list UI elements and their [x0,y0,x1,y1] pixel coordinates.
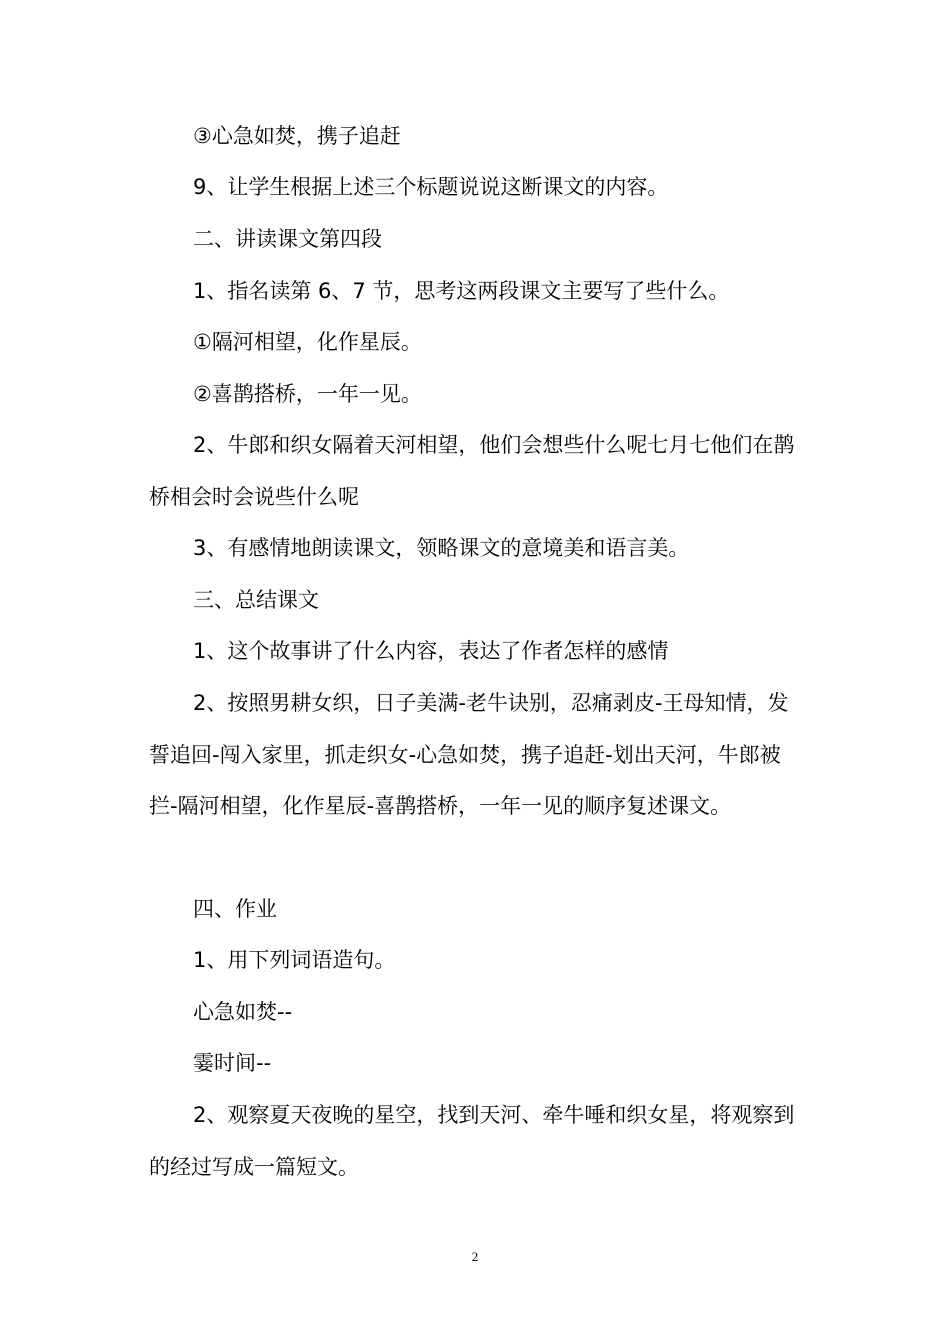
section-heading-3: 三、总结课文 [193,588,319,612]
paragraph-12: 霎时间-- [193,1051,272,1075]
section-heading-2: 二、讲读课文第四段 [193,227,382,251]
section-heading-4: 四、作业 [193,897,277,921]
paragraph-13: 2、观察夏天夜晚的星空，找到天河、牵牛唾和织女星，将观察到的经过写成一篇短文。 [149,1103,795,1179]
paragraph-5: ②喜鹊搭桥，一年一见。 [193,382,422,406]
paragraph-3: 1、指名读第 6、7 节，思考这两段课文主要写了些什么。 [193,279,730,303]
paragraph-7: 3、有感情地朗读课文，领略课文的意境美和语言美。 [193,536,690,560]
page-number: 2 [471,1249,479,1264]
paragraph-10: 1、用下列词语造句。 [193,948,396,972]
paragraph-1: ③心急如焚，携子追赶 [193,124,401,148]
paragraph-9: 2、按照男耕女织，日子美满-老牛诀别，忍痛剥皮-王母知情，发誓追回-闯入家里，抓走织女-心急如焚，携子追赶-划出天河，牛郎被拦-隔河相望，化作星辰-喜鹊搭桥，一年一见的顺序复述课文。 [149,691,789,818]
paragraph-4: ①隔河相望，化作星辰。 [193,330,422,354]
paragraph-2: 9、让学生根据上述三个标题说说这断课文的内容。 [193,175,669,199]
paragraph-6: 2、牛郎和织女隔着天河相望，他们会想些什么呢七月七他们在鹊桥相会时会说些什么呢 [149,433,795,509]
paragraph-11: 心急如焚-- [193,1000,293,1024]
paragraph-8: 1、这个故事讲了什么内容，表达了作者怎样的感情 [193,639,669,663]
